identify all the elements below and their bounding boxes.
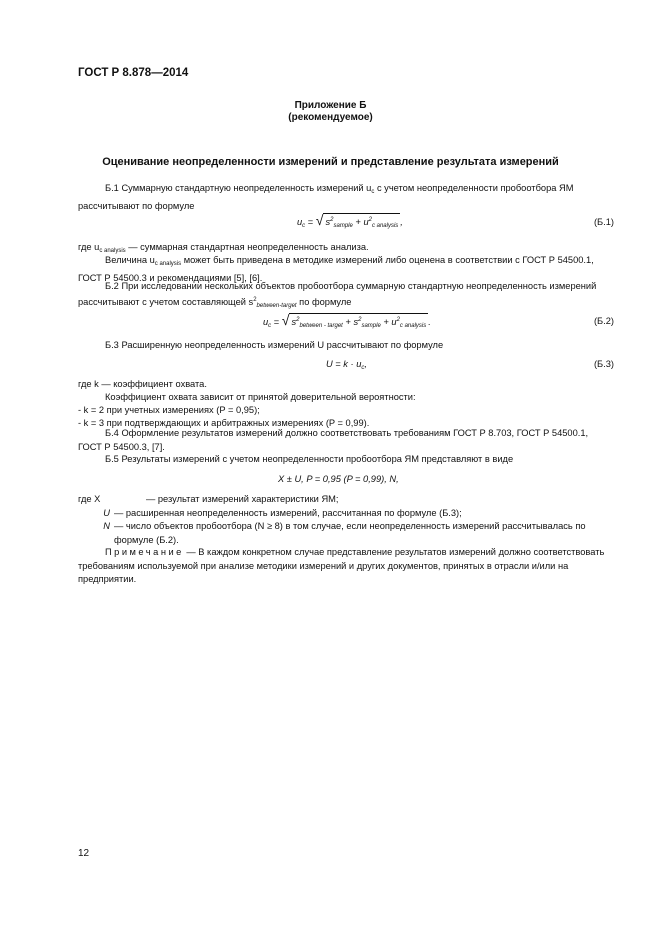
formula-result: X ± U, P = 0,95 (P = 0,99), N, (278, 474, 399, 484)
where1-sub: c analysis (99, 248, 126, 254)
val-a: Величина u (105, 255, 155, 265)
definition-symbol: U (103, 507, 110, 518)
f2-lhs-sub: c (268, 323, 272, 329)
f1-lhs-sub: c (302, 223, 306, 229)
k-depends: Коэффициент охвата зависит от принятой доверительной вероятности: (105, 392, 416, 402)
definition-row (78, 507, 618, 521)
formula-number-b3: (Б.3) (593, 359, 614, 369)
f1-t1: s (325, 217, 331, 227)
appendix-heading (0, 100, 661, 124)
f2-t1-sub: sample (361, 323, 381, 329)
definition-text: — результат измерений характеристики ЯМ; (146, 494, 339, 504)
note-label: Примечание (105, 547, 184, 557)
f1-lhs: u (297, 217, 303, 227)
definition-text: — число объектов пробоотбора (N ≥ 8) в том случае, если неопределенность измерений рассчитывалась по формуле (Б.2). (114, 521, 586, 545)
f1-t1-sub: sample (333, 223, 353, 229)
b1-text: Б.1 Суммарную стандартную неопределенность измерений u (105, 183, 372, 193)
f2-t0: s (291, 317, 297, 327)
definition-symbol: где X (78, 494, 101, 504)
f1-t2-sub: c analysis (371, 223, 399, 229)
paragraph-b2 (78, 280, 614, 313)
where1-a: где u (78, 242, 100, 252)
formula-number-b1: (Б.1) (593, 217, 614, 227)
b2-a: Б.2 При исследовании нескольких объектов пробоотбора суммарную стандартную неопределенность измерений рассчитывают с учетом составляющей s (78, 281, 597, 307)
note (78, 546, 614, 587)
val-sub: c analysis (154, 261, 182, 267)
f2-t2: u (391, 317, 397, 327)
b2-b: по формуле (296, 296, 352, 307)
f2-t1: s (353, 317, 359, 327)
f2-t0-sub: between - target (299, 323, 343, 329)
f3-tail: , (364, 359, 367, 369)
definition-row (46, 493, 618, 507)
b1-sub: c (371, 189, 375, 195)
k-three: - k = 3 при подтверждающих и арбитражных измерениях (P = 0,99). (78, 418, 370, 428)
formula-b1: $u_c$ = √ $s^2_{sample} + u^2_{c analysis}$ , (297, 212, 403, 232)
b1-rest: с учетом неопределенности пробоотбора ЯМ рассчитывают по формуле (78, 183, 574, 211)
f1-t2: u (363, 217, 369, 227)
appendix-label: Приложение Б (294, 100, 367, 111)
f2-t2-sub: c analysis (399, 323, 427, 329)
definitions-list (78, 493, 618, 547)
definition-row (78, 520, 618, 547)
paragraph-b4: Б.4 Оформление результатов измерений должно соответствовать требованиям ГОСТ Р 8.703, ГОСТ Р 54500.1, ГОСТ Р 54500.3, [7]. (78, 428, 589, 452)
paragraph-b1 (78, 182, 614, 213)
note-text: — В каждом конкретном случае представление результатов измерений должно соответствовать требованиям используемой при анализе методики измерений и других документов, принятых в отрасли и/или на предприятии. (78, 547, 605, 584)
definition-symbol: N (103, 521, 110, 531)
f3-text: U = k · u (326, 359, 362, 369)
where1-b: — суммарная стандартная неопределенность анализа. (125, 242, 369, 252)
where-k: где k — коэффициент охвата. (78, 379, 207, 389)
f2-lhs: u (263, 317, 269, 327)
definition-text: — расширенная неопределенность измерений, рассчитанная по формуле (Б.3); (114, 507, 462, 518)
appendix-status: (рекомендуемое) (288, 112, 373, 123)
val-b: может быть приведена в методике измерений либо оценена в соответствии с ГОСТ Р 54500.1, ГОСТ Р 54500.3 и рекомендациями [5], [6]. (78, 255, 594, 283)
page-number: 12 (78, 848, 90, 859)
formula-b2: $u_c$ = √ $s^2_{between - target} + s^2_{sample} + u^2_{c analysis}$ . (263, 312, 431, 332)
b2-sub: between-target (256, 302, 297, 309)
paragraph-b5: Б.5 Результаты измерений с учетом неопределенности пробоотбора ЯМ представляют в виде (105, 454, 514, 464)
paragraph-b3: Б.3 Расширенную неопределенность измерений U рассчитывают по формуле (105, 340, 444, 350)
formula-number-b2: (Б.2) (593, 316, 614, 326)
f3-sub: c (361, 365, 365, 371)
formula-b3 (326, 359, 367, 371)
k-two: - k = 2 при учетных измерениях (P = 0,95); (78, 405, 260, 415)
document-id: ГОСТ Р 8.878—2014 (78, 67, 189, 79)
appendix-title: Оценивание неопределенности измерений и представление результата измерений (102, 156, 559, 168)
b2-sup: 2 (253, 296, 257, 303)
